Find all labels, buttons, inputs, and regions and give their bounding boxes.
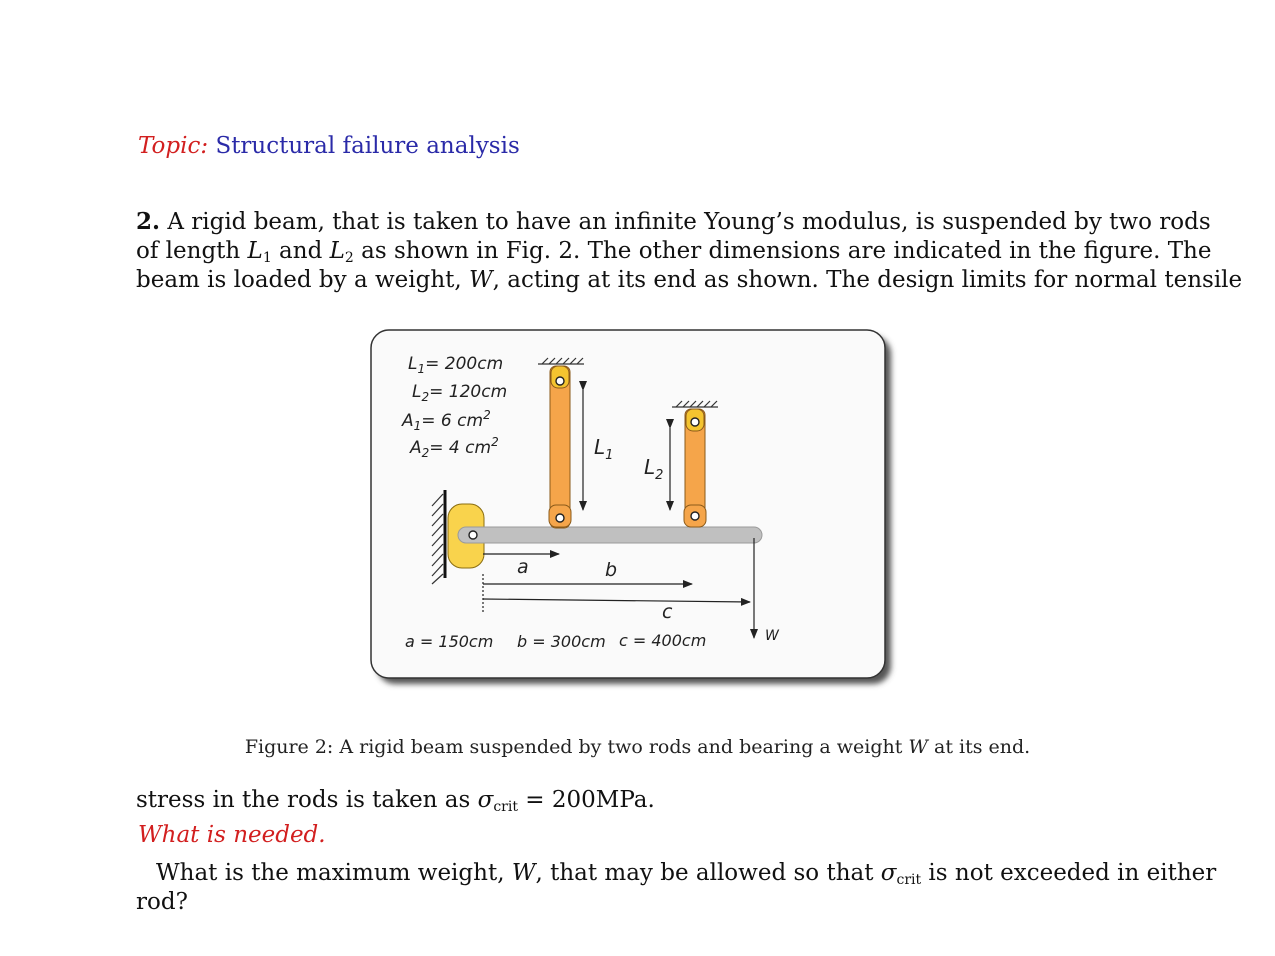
label-a: a [517, 556, 529, 578]
question-line-1 [136, 859, 1217, 888]
question [136, 859, 1217, 917]
param-A2: $A_2= 4$ $cm^2$ [410, 435, 499, 460]
topic-label: Topic: [138, 133, 209, 159]
problem-text-2c: as shown in Fig. 2. The other dimensions are indicated in the figure. The [353, 238, 1212, 264]
symbol-W: W [469, 267, 493, 293]
question-text-1b: , that may be allowed so that [535, 860, 881, 886]
symbol-L1: L [247, 238, 263, 264]
label-W: W [765, 628, 779, 644]
symbol-L2-sub: 2 [344, 250, 354, 266]
problem-line-2 [136, 237, 1212, 266]
figure-2 [362, 322, 902, 692]
question-line-2: rod? [136, 889, 188, 915]
problem-line-1 [136, 207, 1211, 237]
problem-text-2b: and [271, 238, 330, 264]
param-A1: $A_1= 6$ $cm^2$ [402, 408, 491, 433]
rod-2 [684, 409, 706, 527]
caption-text-b: at its end. [927, 736, 1031, 758]
rod-1 [549, 366, 571, 528]
problem-line-3 [136, 266, 1243, 295]
needed-heading: What is needed. [138, 822, 326, 848]
label-L1: $L_1$ [594, 435, 614, 463]
caption-symbol-W: W [908, 736, 928, 758]
symbol-sigma: σ [477, 787, 494, 813]
dim-a-value: a = 150cm [405, 632, 494, 651]
problem-continuation [136, 786, 1140, 815]
dim-c-value: c = 400cm [619, 631, 707, 650]
question-symbol-sigma: σ [880, 860, 897, 886]
problem-text-3a: beam is loaded by a weight, [136, 267, 470, 293]
rigid-beam [458, 527, 762, 543]
param-L2: $L_2= 120cm$ [412, 382, 508, 404]
figure-caption [0, 736, 1275, 758]
problem-line-4 [136, 786, 1140, 815]
topic-value: Structural failure analysis [215, 133, 520, 159]
question-symbol-W: W [511, 860, 536, 886]
question-text-1a: What is the maximum weight, [156, 860, 512, 886]
label-c: c [662, 601, 673, 623]
problem-text-3b: , acting at its end as shown. The design limits for normal tensile [492, 267, 1243, 293]
symbol-sigma-sub: crit [493, 799, 518, 815]
beam-pin [469, 531, 477, 539]
dim-b-value: b = 300cm [517, 632, 606, 651]
question-symbol-sigma-sub: crit [896, 872, 922, 888]
label-b: b [605, 559, 618, 581]
question-text-1c: is not exceeded in either [921, 860, 1217, 886]
problem-text-4b: = 200MPa. [517, 787, 655, 813]
beam-diagram [362, 322, 902, 692]
caption-text-a: Figure 2: A rigid beam suspended by two rods and bearing a weight [244, 736, 909, 758]
problem-number: 2. [136, 208, 161, 235]
param-L1: $L_1= 200cm$ [408, 354, 504, 376]
label-L2: $L_2$ [644, 455, 664, 483]
problem-statement [136, 207, 1243, 295]
topic-line [138, 133, 520, 159]
problem-text-4a: stress in the rods is taken as [136, 787, 478, 813]
symbol-L2: L [329, 238, 345, 264]
problem-text-1: A rigid beam, that is taken to have an infinite Young’s modulus, is suspended by two rods [167, 209, 1211, 235]
problem-text-2a: of length [136, 238, 248, 264]
symbol-L1-sub: 1 [262, 250, 272, 266]
